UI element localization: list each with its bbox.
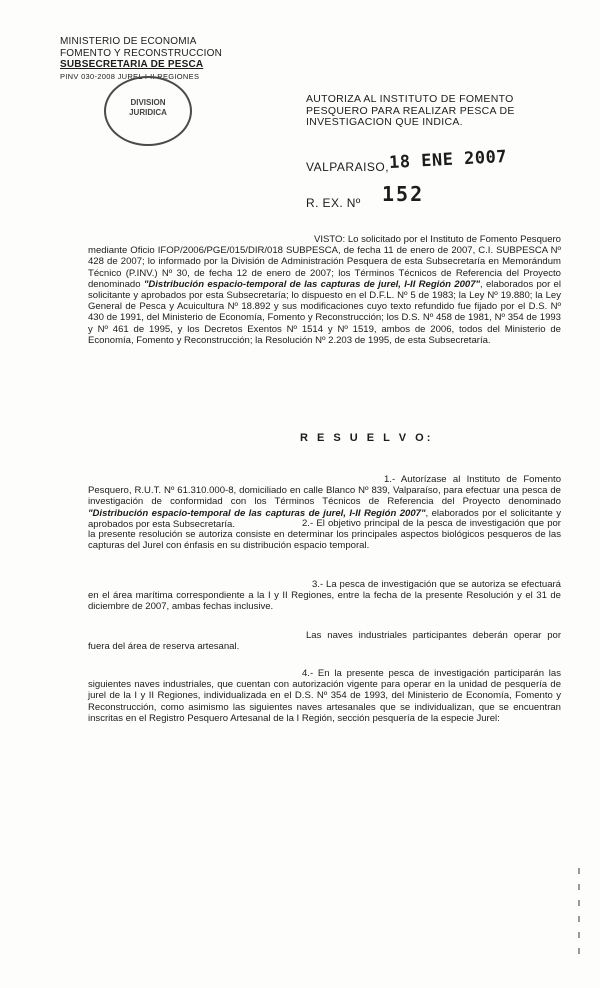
article-1-project-name: "Distribución espacio-temporal de las capturas de jurel, I-II Región 2007" <box>88 507 426 519</box>
header-line-2: FOMENTO Y RECONSTRUCCION <box>60 47 223 59</box>
ministry-header <box>60 36 222 82</box>
visto-lead: VISTO: Lo solicitado por el Instituto de Fomento Pesquero mediante Oficio IFOP/2006/PGE/015/DIR/018 SUBPESCA, de fecha 11 de enero de 2007, C.I. SUBPESCA Nº 428 de 2007; lo informado por la División de Administración Pesquera de esta Subsecretaría en Memorándum Técnico (P.INV.) Nº 30, de fecha 12 de enero de 2007; los Términos Técnicos de Referencia del Proyecto denominado <box>88 234 561 290</box>
article-3: 3.- La pesca de investigación que se autoriza se efectuará en el área marítima correspondiente a la I y II Regiones, entre la fecha de la presente Resolución y el 31 de diciembre de 2007, ambas fechas inclusive. <box>88 579 561 613</box>
date-stamp: 18 ENE 2007 <box>388 146 508 174</box>
header-line-4: PINV 030-2008 JUREL I-II REGIONES <box>60 71 200 81</box>
article-1-rest: , elaborados por el solicitante y aprobados por esta Subsecretaría. <box>88 507 561 530</box>
article-1-lead: 1.- Autorízase al Instituto de Fomento Pesquero, R.U.T. Nº 61.310.000-8, domiciliado en calle Blanco Nº 839, Valparaíso, para efectuar una pesca de investigación de conformidad con los Términos Técnicos de Referencia del Proyecto denominado <box>88 474 561 508</box>
article-2: 2.- El objetivo principal de la pesca de investigación que por la presente resolución se autoriza consiste en determinar los principales aspectos biológicos pesqueros de las capturas del Jurel con énfasis en su distribución espacio temporal. <box>88 518 561 552</box>
header-line-1: MINISTERIO DE ECONOMIA <box>60 36 197 47</box>
stamp-line-2: JURIDICA <box>129 108 167 117</box>
stamp-line-1: DIVISION <box>130 98 166 107</box>
visto-project-name: "Distribución espacio-temporal de las capturas de jurel, I-II Región 2007" <box>143 278 481 290</box>
resuelvo-heading: R E S U E L V O: <box>300 432 434 444</box>
article-3-note: Las naves industriales participantes deberán operar por fuera del área de reserva artesanal. <box>88 630 561 653</box>
resolution-title: AUTORIZA AL INSTITUTO DE FOMENTO PESQUERO PARA REALIZAR PESCA DE INVESTIGACION QUE INDICA. <box>306 93 515 128</box>
visto-paragraph <box>88 234 561 346</box>
header-line-3: SUBSECRETARIA DE PESCA <box>60 59 204 70</box>
division-juridica-stamp <box>104 76 192 146</box>
article-4: 4.- En la presente pesca de investigación participarán las siguientes naves industriales, que cuentan con autorización vigente para operar en la unidad de pesquería de jurel de la I y II Regiones, individualizada en el D.S. Nº 354 de 1993, del Ministerio de Economía, Fomento y Reconstrucción, como asimismo las siguientes naves artesanales que se individualizan, que se encuentran inscritas en el Registro Pesquero Artesanal de la I Región, sección pesquería de la especie Jurel: <box>88 668 561 724</box>
place-label: VALPARAISO, <box>306 160 390 174</box>
visto-rest: , elaborados por el solicitante y aprobados por esta Subsecretaría; lo dispuesto en el D.F.L. Nº 5 de 1983; la Ley Nº 19.880; la Ley General de Pesca y Acuicultura Nº 18.892 y sus modificaciones cuyo texto refundido fue fijado por el D.S. Nº 430 de 1991, del Ministerio de Economía, Fomento y Reconstrucción; los D.S. Nº 458 de 1981, Nº 354 de 1993 y Nº 461 de 1995, y los Decretos Exentos Nº 1514 y Nº 1519, ambos de 2006, todos del Ministerio de Economía, Fomento y Reconstrucción; la Resolución Nº 2.203 de 1995, de esta Subsecretaría. <box>88 278 561 346</box>
resolution-number-label: R. EX. Nº <box>306 196 361 210</box>
margin-marks <box>578 868 580 964</box>
resolution-number: 152 <box>382 182 425 206</box>
